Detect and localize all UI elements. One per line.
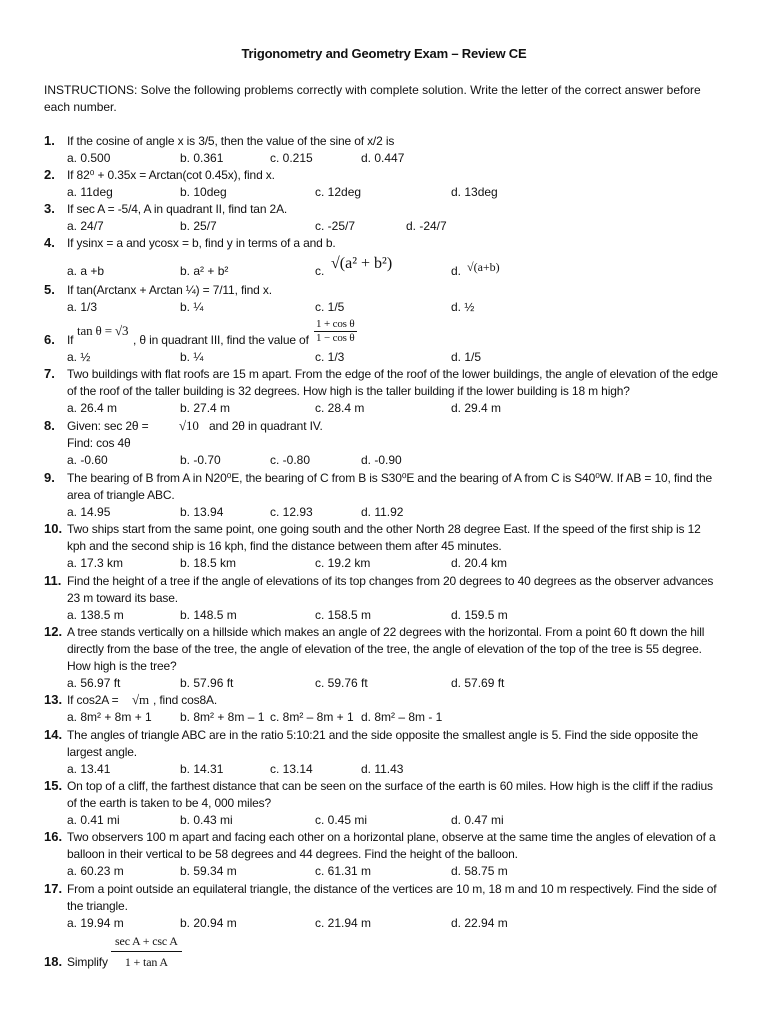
answer-choices <box>67 255 718 281</box>
question-7 <box>44 366 718 417</box>
question-text: If sec A = -5/4, A in quadrant II, find tan 2A. <box>67 202 288 216</box>
question-text: If ysinx = a and ycosx = b, find y in terms of a and b. <box>67 236 336 250</box>
choice-a: a. ½ <box>67 350 91 364</box>
fraction: sec A + csc A 1 + tan A <box>111 933 182 970</box>
question-13 <box>44 692 718 726</box>
question-16 <box>44 829 718 880</box>
question-text: From a point outside an equilateral triangle, the distance of the vertices are 10 m, 18 m and 10 m respectively. Find the side of the triangle. <box>67 882 717 913</box>
choice-b: b. 27.4 m <box>180 401 231 415</box>
question-number: 10. <box>44 521 63 536</box>
choice-d: d. 11.43 <box>361 762 404 776</box>
choice-b: b. 20.94 m <box>180 916 237 930</box>
answer-choices <box>67 555 718 572</box>
answer-choices <box>67 504 718 521</box>
choice-b: b. 148.5 m <box>180 608 237 622</box>
choice-a: a. 0.500 <box>67 151 111 165</box>
choice-d: d. 0.447 <box>361 151 405 165</box>
choice-b: b. 0.361 <box>180 151 224 165</box>
choice-a: a. 19.94 m <box>67 916 124 930</box>
choice-a: a. 0.41 mi <box>67 813 120 827</box>
question-5 <box>44 282 718 316</box>
question-number: 1. <box>44 133 55 148</box>
question-text: If tan(Arctanx + Arctan ¼) = 7/11, find x. <box>67 283 272 297</box>
question-number: 8. <box>44 418 55 433</box>
answer-choices <box>67 218 718 235</box>
answer-choices <box>67 150 718 167</box>
question-number: 16. <box>44 829 63 844</box>
choice-d-formula: √(a+b) <box>467 260 500 274</box>
choice-b: b. 8m² + 8m – 1 <box>180 710 265 724</box>
question-text: Simplify sec A + csc A 1 + tan A <box>67 932 718 970</box>
choice-c: c. 28.4 m <box>315 401 365 415</box>
choice-d: d. 13deg <box>451 185 498 199</box>
choice-c: c. <box>315 264 325 278</box>
choice-c: c. 12deg <box>315 185 362 199</box>
question-number: 15. <box>44 778 63 793</box>
choice-b: b. 57.96 ft <box>180 676 234 690</box>
question-17 <box>44 881 718 932</box>
question-number: 12. <box>44 624 63 639</box>
choice-a: a. 8m² + 8m + 1 <box>67 710 152 724</box>
question-number: 5. <box>44 282 55 297</box>
question-number: 11. <box>44 573 62 588</box>
answer-choices <box>67 863 718 880</box>
choice-d: d. ½ <box>451 300 475 314</box>
question-text: Given: sec 2θ = √10 and 2θ in quadrant IV. <box>67 418 323 433</box>
question-number: 17. <box>44 881 63 896</box>
answer-choices <box>67 812 718 829</box>
choice-a: a. 11deg <box>67 185 113 199</box>
question-text: The bearing of B from A in N20⁰E, the bearing of C from B is S30⁰E and the bearing of A from C is S40⁰W. If AB = 10, find the area of triangle ABC. <box>67 471 713 502</box>
choice-d: d. <box>451 264 462 278</box>
question-11 <box>44 573 718 624</box>
question-number: 7. <box>44 366 55 381</box>
choice-c: c. 59.76 ft <box>315 676 368 690</box>
question-8 <box>44 418 718 469</box>
answer-choices <box>67 299 718 316</box>
question-3 <box>44 201 718 235</box>
choice-a: a. a +b <box>67 264 105 278</box>
question-10 <box>44 521 718 572</box>
choice-b: b. 10deg <box>180 185 227 199</box>
choice-d: d. 20.4 km <box>451 556 508 570</box>
question-number: 18. <box>44 954 63 969</box>
question-text: If the cosine of angle x is 3/5, then the value of the sine of x/2 is <box>67 134 395 148</box>
question-number: 4. <box>44 235 55 250</box>
exam-title: Trigonometry and Geometry Exam – Review CE <box>241 46 527 61</box>
choice-c: c. 1/5 <box>315 300 345 314</box>
question-number: 2. <box>44 167 55 182</box>
choice-a: a. 24/7 <box>67 219 104 233</box>
question-number: 13. <box>44 692 63 707</box>
question-number: 9. <box>44 470 55 485</box>
choice-c: c. -25/7 <box>315 219 356 233</box>
choice-b: b. 14.31 <box>180 762 224 776</box>
answer-choices <box>67 184 718 201</box>
question-2 <box>44 167 718 201</box>
answer-choices <box>67 709 718 726</box>
answer-choices <box>67 400 718 417</box>
question-text: If 82⁰ + 0.35x = Arctan(cot 0.45x), find x. <box>67 168 275 182</box>
answer-choices <box>67 915 718 932</box>
choice-d: d. -24/7 <box>406 219 447 233</box>
choice-b: b. 18.5 km <box>180 556 237 570</box>
choice-b: b. 13.94 <box>180 505 224 519</box>
answer-choices <box>67 675 718 692</box>
question-18 <box>44 932 718 970</box>
question-text: Two ships start from the same point, one going south and the other North 28 degree East. If the speed of the first ship is 12 kph and the second ship is 16 kph, find the distance between them after 45 minutes. <box>67 522 701 553</box>
choice-a: a. 60.23 m <box>67 864 124 878</box>
choice-c: c. 158.5 m <box>315 608 372 622</box>
choice-d: d. 1/5 <box>451 350 482 364</box>
question-14 <box>44 727 718 778</box>
choice-a: a. 13.41 <box>67 762 111 776</box>
choice-b: b. -0.70 <box>180 453 221 467</box>
answer-choices <box>67 452 718 469</box>
question-12 <box>44 624 718 692</box>
choice-a: a. -0.60 <box>67 453 108 467</box>
question-text: If cos2A = √m , find cos8A. <box>67 692 218 707</box>
choice-a: a. 1/3 <box>67 300 98 314</box>
choice-d: d. 58.75 m <box>451 864 508 878</box>
choice-d: d. 22.94 m <box>451 916 508 930</box>
choice-c: c. 13.14 <box>270 762 313 776</box>
choice-c-formula: √(a² + b²) <box>331 255 393 272</box>
choice-d: d. 11.92 <box>361 505 404 519</box>
choice-d: d. -0.90 <box>361 453 402 467</box>
choice-c: c. 61.31 m <box>315 864 372 878</box>
answer-choices <box>67 349 718 366</box>
choice-a: a. 26.4 m <box>67 401 118 415</box>
question-9 <box>44 470 718 521</box>
question-6 <box>44 318 718 366</box>
choice-d: d. 57.69 ft <box>451 676 505 690</box>
question-text: On top of a cliff, the farthest distance that can be seen on the surface of the earth is 60 miles. How high is the cliff if the radius of the earth is taken to be 4, 000 miles? <box>67 779 713 810</box>
question-text: The angles of triangle ABC are in the ratio 5:10:21 and the side opposite the smallest angle is 5. Find the side opposite the largest angle. <box>67 728 698 759</box>
question-15 <box>44 778 718 829</box>
instructions: INSTRUCTIONS: Solve the following problems correctly with complete solution. Write the letter of the correct answer before each number. <box>44 83 701 114</box>
choice-b: b. 25/7 <box>180 219 217 233</box>
question-number: 3. <box>44 201 55 216</box>
question-text-2: Find: cos 4θ <box>67 436 131 450</box>
question-text: A tree stands vertically on a hillside which makes an angle of 22 degrees with the horizontal. From a point 60 ft down the hill directly from the base of the tree, the angle of elevation of the tree, the angle of elevation of the top of the tree is 55 degree. How high is the tree? <box>67 625 705 673</box>
choice-a: a. 56.97 ft <box>67 676 121 690</box>
choice-d: d. 0.47 mi <box>451 813 504 827</box>
choice-d: d. 29.4 m <box>451 401 502 415</box>
choice-c: c. 1/3 <box>315 350 345 364</box>
question-text: Find the height of a tree if the angle of elevations of its top changes from 20 degrees to 40 degrees as the observer advances 23 m toward its base. <box>67 574 714 605</box>
choice-b: b. a² + b² <box>180 264 229 278</box>
choice-a: a. 14.95 <box>67 505 111 519</box>
choice-b: b. ¼ <box>180 300 204 314</box>
choice-d: d. 159.5 m <box>451 608 508 622</box>
choice-c: c. 8m² – 8m + 1 <box>270 710 354 724</box>
answer-choices <box>67 607 718 624</box>
question-number: 14. <box>44 727 63 742</box>
choice-b: b. 59.34 m <box>180 864 237 878</box>
answer-choices <box>67 761 718 778</box>
choice-a: a. 17.3 km <box>67 556 124 570</box>
choice-c: c. 0.45 mi <box>315 813 368 827</box>
choice-d: d. 8m² – 8m - 1 <box>361 710 443 724</box>
choice-c: c. 21.94 m <box>315 916 372 930</box>
choice-c: c. -0.80 <box>270 453 311 467</box>
choice-c: c. 0.215 <box>270 151 313 165</box>
choice-b: b. 0.43 mi <box>180 813 233 827</box>
choice-b: b. ¼ <box>180 350 204 364</box>
question-text: Two buildings with flat roofs are 15 m apart. From the edge of the roof of the lower buildings, the angle of elevation of the edge of the roof of the taller building is 32 degrees. How high is the taller building if the lower building is 18 m high? <box>67 367 718 398</box>
question-4 <box>44 235 718 281</box>
choice-c: c. 19.2 km <box>315 556 371 570</box>
question-text: Two observers 100 m apart and facing each other on a horizontal plane, observe at the same time the angles of elevation of a balloon in their vertical to be 58 degrees and 44 degrees. Find the height of the balloon. <box>67 830 716 861</box>
question-number: 6. <box>44 332 55 347</box>
choice-c: c. 12.93 <box>270 505 313 519</box>
question-text: If tan θ = √3 , θ in quadrant III, find the value of $\frac{\text{1 + cos θ}}{\text{1 − cos θ}}$ <box>67 318 355 347</box>
choice-a: a. 138.5 m <box>67 608 124 622</box>
fraction: $\frac{\text{1 + cos θ}}{\text{1 − cos θ}}$ <box>316 318 355 344</box>
question-1 <box>44 133 718 167</box>
